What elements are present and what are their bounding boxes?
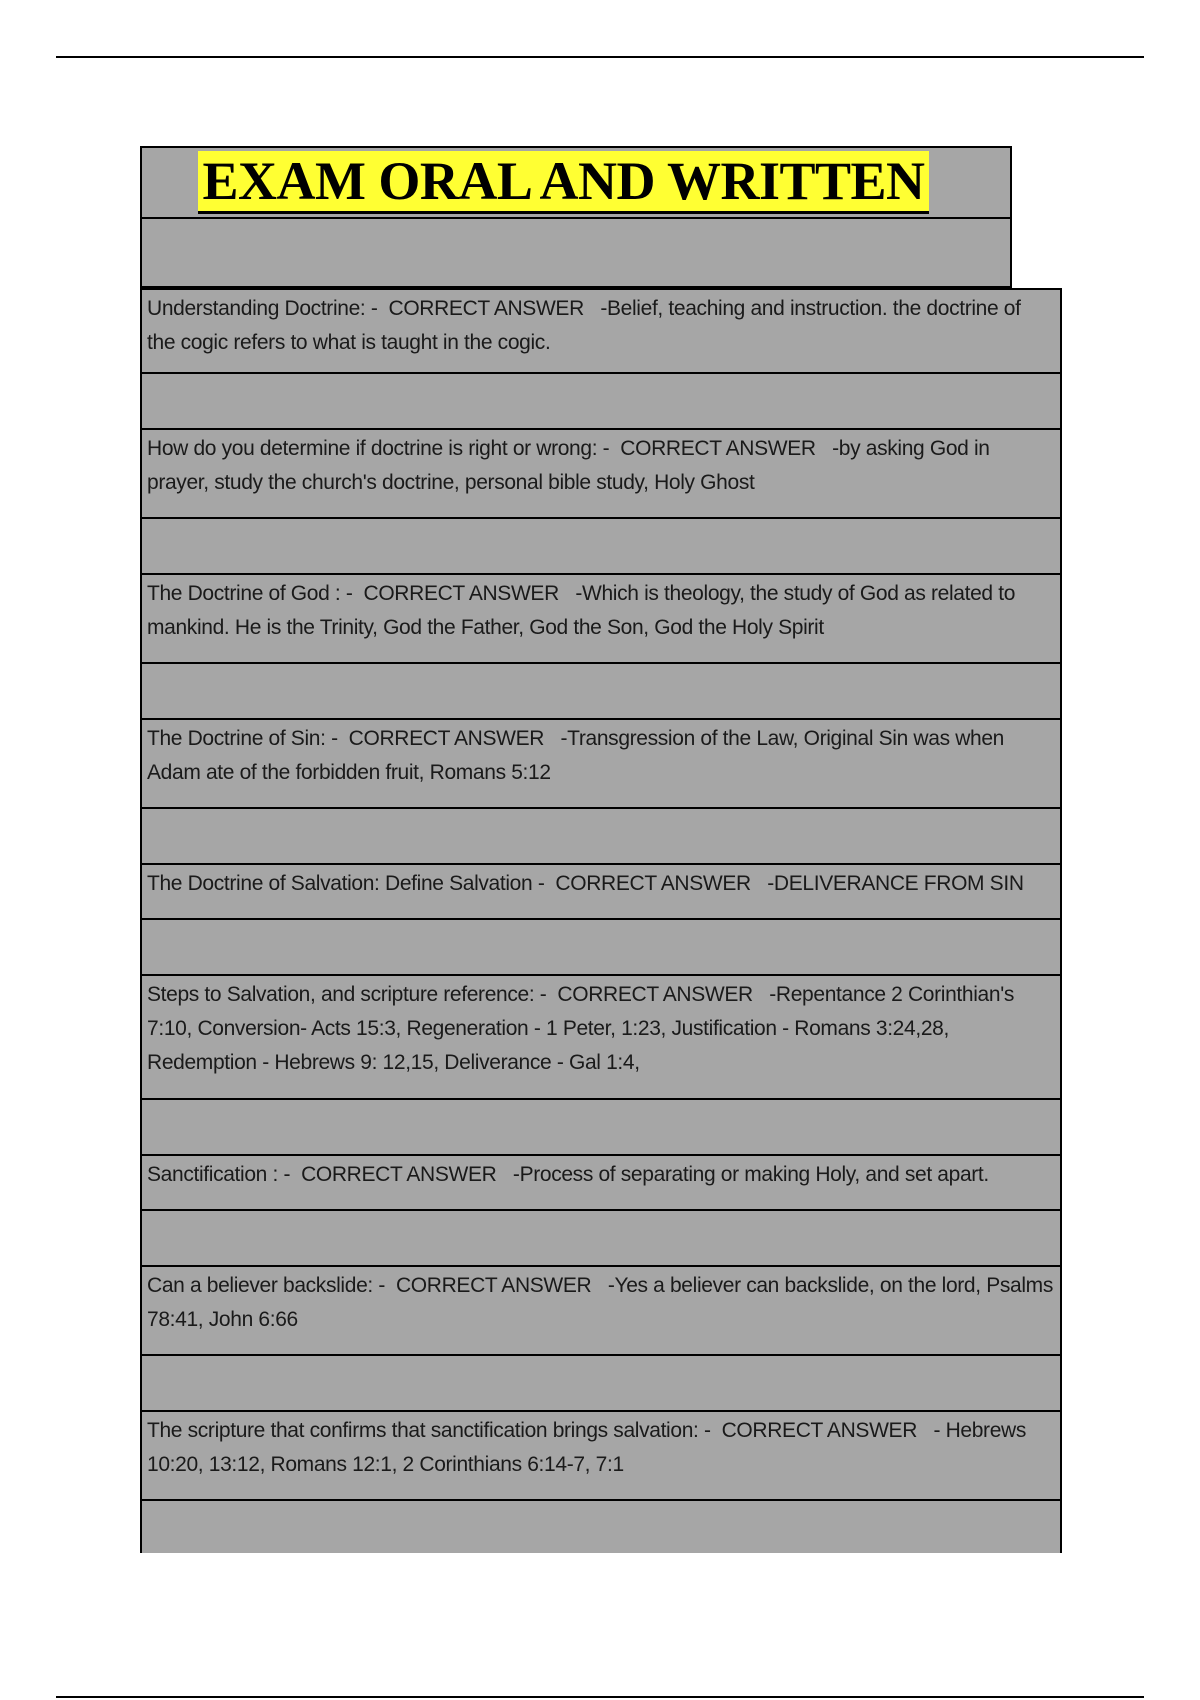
title-block xyxy=(140,146,1012,288)
blank-row xyxy=(142,1501,1060,1553)
blank-row xyxy=(142,219,1010,286)
qa-row: Steps to Salvation, and scripture reference: - CORRECT ANSWER -Repentance 2 Corinthian's 7:10, Conversion- Acts 15:3, Regeneration - 1 Peter, 1:23, Justification - Romans 3:24,28, Redemption - Hebrews 9: 12,15, Deliverance - Gal 1:4, xyxy=(142,976,1060,1100)
qa-row: The Doctrine of Sin: - CORRECT ANSWER -Transgression of the Law, Original Sin was when Adam ate of the forbidden fruit, Romans 5:12 xyxy=(142,720,1060,809)
qa-row: The Doctrine of God : - CORRECT ANSWER -Which is theology, the study of God as related to mankind. He is the Trinity, God the Father, God the Son, God the Holy Spirit xyxy=(142,575,1060,664)
blank-row xyxy=(142,920,1060,976)
qa-row: Can a believer backslide: - CORRECT ANSWER -Yes a believer can backslide, on the lord, Psalms 78:41, John 6:66 xyxy=(142,1267,1060,1356)
qa-row: Understanding Doctrine: - CORRECT ANSWER -Belief, teaching and instruction. the doctrine of the cogic refers to what is taught in the cogic. xyxy=(142,288,1060,374)
qa-table xyxy=(140,288,1062,1553)
blank-row xyxy=(142,1356,1060,1412)
blank-row xyxy=(142,374,1060,430)
top-rule xyxy=(56,56,1144,58)
blank-row xyxy=(142,1100,1060,1156)
title-row xyxy=(142,148,1010,219)
blank-row xyxy=(142,1211,1060,1267)
qa-row: The Doctrine of Salvation: Define Salvation - CORRECT ANSWER -DELIVERANCE FROM SIN xyxy=(142,865,1060,920)
qa-row: The scripture that confirms that sanctification brings salvation: - CORRECT ANSWER - Hebrews 10:20, 13:12, Romans 12:1, 2 Corinthians 6:14-7, 7:1 xyxy=(142,1412,1060,1501)
qa-row: How do you determine if doctrine is right or wrong: - CORRECT ANSWER -by asking God in prayer, study the church's doctrine, personal bible study, Holy Ghost xyxy=(142,430,1060,519)
qa-row: Sanctification : - CORRECT ANSWER -Process of separating or making Holy, and set apart. xyxy=(142,1156,1060,1211)
blank-row xyxy=(142,519,1060,575)
blank-row xyxy=(142,809,1060,865)
blank-row xyxy=(142,664,1060,720)
answer-sheet xyxy=(140,146,1062,1553)
bottom-rule xyxy=(56,1696,1144,1698)
page-title: EXAM ORAL AND WRITTEN xyxy=(198,151,928,214)
